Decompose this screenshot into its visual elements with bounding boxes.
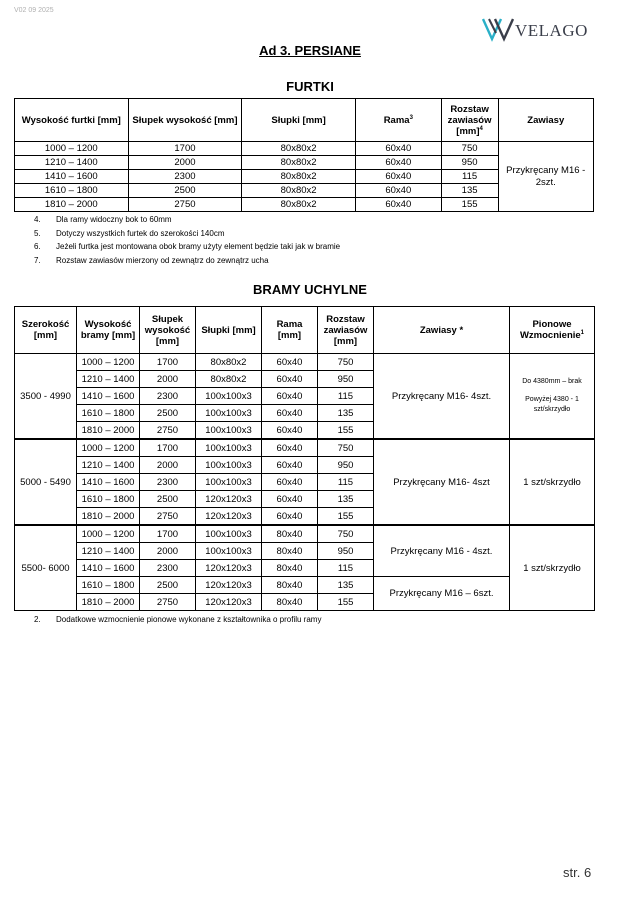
table-row: 1410 – 1600 2300 120x120x3 80x40 115: [15, 560, 595, 577]
furtki-table: [14, 98, 594, 212]
footnote: 2. Dodatkowe wzmocnienie pionowe wykonane z kształtownika o profilu ramy: [34, 615, 322, 624]
col-header: Zawiasy: [498, 99, 594, 142]
width-cell: 3500 - 4990: [15, 354, 77, 440]
page-number: str. 6: [563, 865, 592, 880]
table-row: 1610 – 1800 2500 120x120x3 80x40 135 Przykręcany M16 – 6szt.: [15, 577, 595, 594]
col-header: Słupki [mm]: [196, 307, 262, 354]
table-row: 1610 – 1800 2500 100x100x3 60x40 135: [15, 405, 595, 422]
table-row: 5500- 6000 1000 – 1200 1700 100x100x3 80x40 750 Przykręcany M16 - 4szt. 1 szt/skrzydło: [15, 525, 595, 543]
width-cell: 5000 - 5490: [15, 439, 77, 525]
logo-text: VELAGO: [515, 21, 588, 40]
table-row: 1210 – 1400 2000 100x100x3 60x40 950: [15, 457, 595, 474]
wzmocnienie-cell: 1 szt/skrzydło: [510, 439, 595, 525]
width-cell: 5500- 6000: [15, 525, 77, 611]
col-header: Rozstaw zawiasów [mm]: [318, 307, 374, 354]
velago-logo-icon: [482, 16, 514, 42]
col-header: Wysokość furtki [mm]: [15, 99, 129, 142]
furtki-notes: [34, 213, 340, 267]
table-row: 1000 – 1200 1700 80x80x2 60x40 750 Przykręcany M16 - 2szt.: [15, 142, 594, 156]
table-row: 1610 – 1800 2500 120x120x3 60x40 135: [15, 491, 595, 508]
table-row: 1410 – 1600 2300 100x100x3 60x40 115: [15, 388, 595, 405]
table-row: 1210 – 1400 2000 80x80x2 60x40 950: [15, 156, 594, 170]
table-row: 1810 – 2000 2750 80x80x2 60x40 155: [15, 198, 594, 212]
col-header: Słupek wysokość [mm]: [140, 307, 196, 354]
bramy-notes: [34, 613, 321, 627]
footnote: 7. Rozstaw zawiasów mierzony od zewnątrz do zewnątrz ucha: [34, 255, 269, 265]
col-header: Rama$^3$: [355, 99, 441, 142]
col-header: Rozstaw zawiasów [mm]$^4$: [441, 99, 498, 142]
table-row: 5000 - 5490 1000 – 1200 1700 100x100x3 60x40 750 Przykręcany M16- 4szt 1 szt/skrzydło: [15, 439, 595, 457]
col-header: Zawiasy *: [374, 307, 510, 354]
footnote: 6. Jeżeli furtka jest montowana obok bramy użyty element będzie taki jak w bramie: [34, 242, 341, 251]
page-title: Ad 3. PERSIANE: [259, 43, 361, 58]
furtki-title: FURTKI: [286, 79, 334, 94]
table-row: 1410 – 1600 2300 80x80x2 60x40 115: [15, 170, 594, 184]
col-header: Rama [mm]: [262, 307, 318, 354]
zawiasy-cell: Przykręcany M16- 4szt: [374, 439, 510, 525]
col-header: Słupek wysokość [mm]: [128, 99, 242, 142]
table-row: 1810 – 2000 2750 120x120x3 80x40 155: [15, 594, 595, 611]
footnote: 5. Dotyczy wszystkich furtek do szerokości 140cm: [34, 228, 225, 238]
furtki-header-row: [15, 99, 594, 142]
zawiasy-cell: Przykręcany M16 – 6szt.: [374, 577, 510, 611]
bramy-title: BRAMY UCHYLNE: [253, 282, 367, 297]
bramy-table: [14, 306, 595, 611]
table-row: 3500 - 4990 1000 – 1200 1700 80x80x2 60x40 750 Przykręcany M16- 4szt. Do 4380mm – brak Powyżej 4380 - 1 szt/skrzydło: [15, 354, 595, 371]
col-header: Wysokość bramy [mm]: [77, 307, 140, 354]
velago-logo: [482, 16, 598, 42]
bramy-header-row: [15, 307, 595, 354]
table-row: 1810 – 2000 2750 120x120x3 60x40 155: [15, 508, 595, 526]
zawiasy-cell: Przykręcany M16 - 2szt.: [498, 142, 594, 212]
table-row: 1210 – 1400 2000 80x80x2 60x40 950: [15, 371, 595, 388]
wzmocnienie-cell: Do 4380mm – brak Powyżej 4380 - 1 szt/skrzydło: [510, 354, 595, 440]
col-header: Pionowe Wzmocnienie$^1$: [510, 307, 595, 354]
wzmocnienie-cell: 1 szt/skrzydło: [510, 525, 595, 611]
footnote: 4. Dla ramy widoczny bok to 60mm: [34, 215, 172, 224]
table-row: 1610 – 1800 2500 80x80x2 60x40 135: [15, 184, 594, 198]
table-row: 1210 – 1400 2000 100x100x3 80x40 950: [15, 543, 595, 560]
col-header: Słupki [mm]: [242, 99, 356, 142]
table-row: 1810 – 2000 2750 100x100x3 60x40 155: [15, 422, 595, 440]
col-header: Szerokość [mm]: [15, 307, 77, 354]
zawiasy-cell: Przykręcany M16 - 4szt.: [374, 525, 510, 577]
version-label: V02 09 2025: [14, 7, 54, 14]
zawiasy-cell: Przykręcany M16- 4szt.: [374, 354, 510, 440]
table-row: 1410 – 1600 2300 100x100x3 60x40 115: [15, 474, 595, 491]
